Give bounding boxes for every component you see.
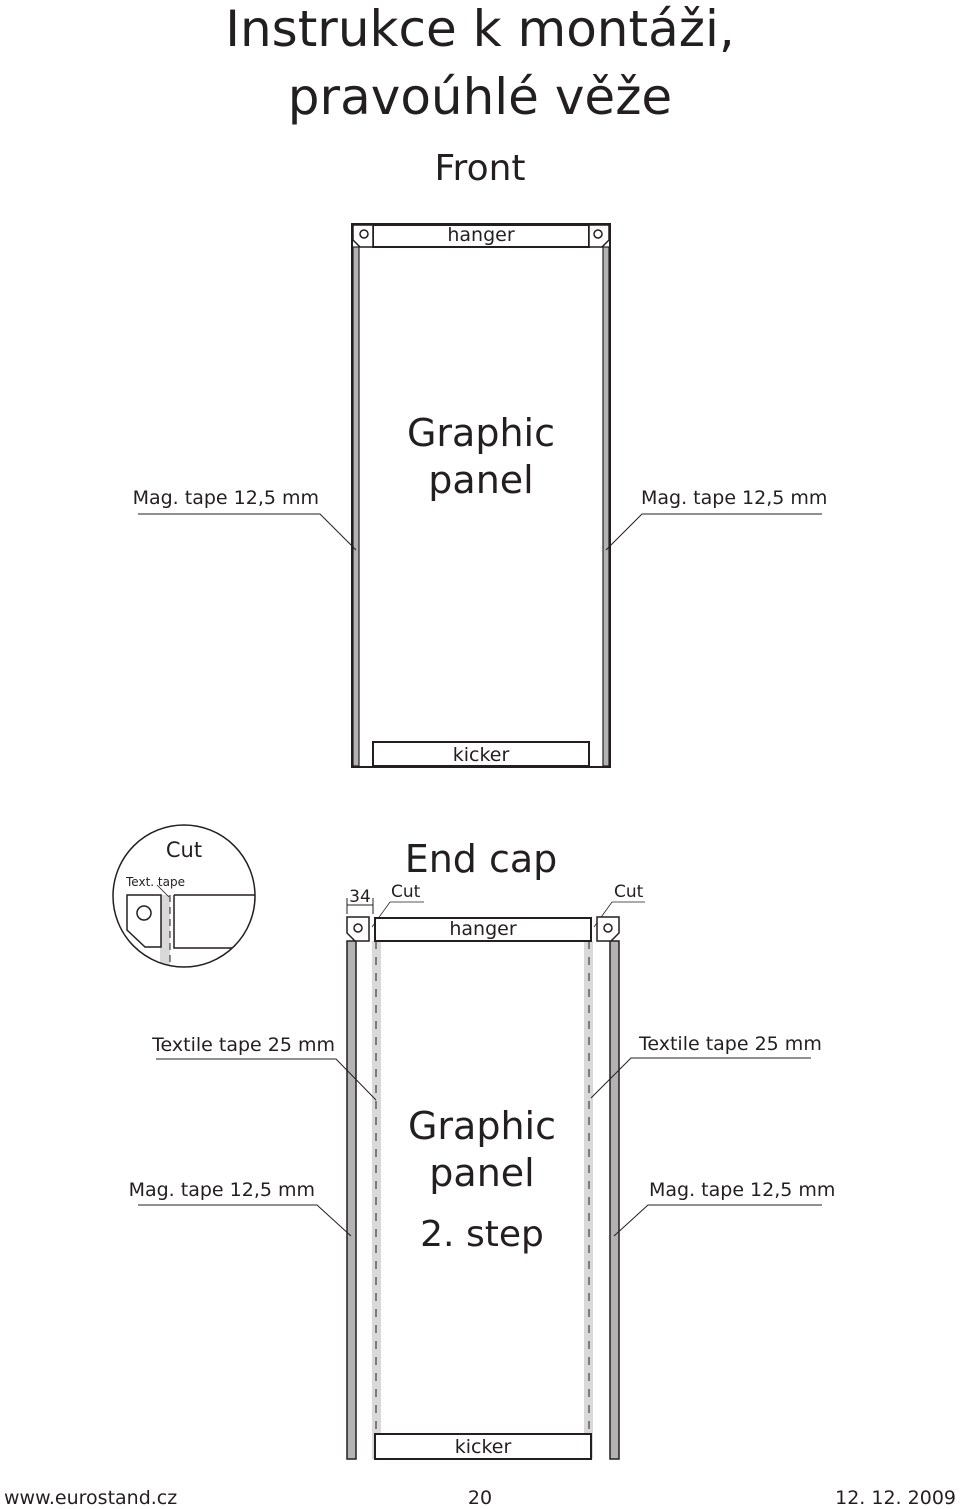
front-kicker-label: kicker [452, 744, 510, 766]
front-leader-left [138, 514, 356, 550]
footer-website: www.eurostand.cz [4, 1487, 178, 1509]
front-callout-left [133, 487, 356, 550]
end-cap-cut-left-label: Cut [391, 882, 421, 902]
detail-hanger-bar [174, 895, 262, 948]
end-cap-textile-callout-left [151, 1034, 376, 1100]
end-cap-textile-tape-right-label: Textile tape 25 mm [639, 1033, 822, 1055]
footer-date: 12. 12. 2009 [835, 1487, 956, 1509]
end-cap-kicker-label: kicker [454, 1436, 512, 1458]
title-line-1: Instrukce k montáži, [225, 0, 735, 58]
front-leader-right [606, 514, 822, 550]
end-cap-cut-right-label: Cut [614, 882, 644, 902]
title-line-2: pravoúhlé věže [287, 68, 673, 126]
front-callout-right [606, 487, 827, 550]
front-mag-tape-right-label: Mag. tape 12,5 mm [641, 487, 828, 509]
end-cap-mag-tape-left-label: Mag. tape 12,5 mm [128, 1179, 315, 1201]
front-mag-tape-left-label: Mag. tape 12,5 mm [132, 487, 319, 509]
detail-magnifier [113, 825, 262, 975]
end-cap-heading: End cap [404, 837, 558, 881]
end-cap-bracket-hole-left [354, 924, 362, 932]
end-cap-textile-tape-left-label: Textile tape 25 mm [152, 1034, 335, 1056]
end-cap-bracket-hole-right [604, 924, 612, 932]
front-heading: Front [434, 148, 526, 189]
end-cap-mag-callout-left [129, 1179, 351, 1236]
front-frame [352, 224, 610, 767]
front-bracket-hole-right [594, 230, 602, 238]
end-cap-hanger-label: hanger [449, 918, 517, 940]
front-panel-text-2: panel [428, 458, 534, 502]
end-cap-mag-leader-right [614, 1205, 822, 1236]
detail-cut-label: Cut [165, 838, 203, 862]
end-cap-panel-text-1: Graphic [407, 1104, 557, 1148]
end-cap-step-label: 2. step [420, 1214, 544, 1255]
front-hanger-label: hanger [447, 224, 515, 246]
detail-corner-bracket [127, 895, 161, 947]
footer-page-number: 20 [467, 1487, 493, 1509]
end-cap-panel-text-2: panel [429, 1151, 535, 1195]
front-mag-strip-left [353, 247, 359, 766]
end-cap-dimension-label: 34 [349, 887, 371, 907]
end-cap-mag-leader-left [138, 1205, 351, 1236]
end-cap-mag-tape-right-label: Mag. tape 12,5 mm [649, 1179, 836, 1201]
end-cap-mag-strip-right [610, 941, 619, 1459]
front-mag-strip-right [603, 247, 609, 766]
footer [4, 1487, 956, 1509]
detail-bracket-hole [137, 906, 151, 920]
end-cap-textile-leader-left [156, 1059, 376, 1100]
end-cap-mag-callout-right [614, 1179, 835, 1236]
front-panel-text-1: Graphic [406, 411, 556, 455]
end-cap-dimension [347, 887, 373, 914]
end-cap-textile-leader-right [591, 1058, 811, 1098]
end-cap-frame [347, 917, 619, 1459]
detail-text-tape-label: Text. tape [126, 875, 185, 889]
end-cap-textile-callout-right [591, 1033, 822, 1098]
front-bracket-hole-left [360, 230, 368, 238]
end-cap-mag-strip-left [347, 941, 356, 1459]
